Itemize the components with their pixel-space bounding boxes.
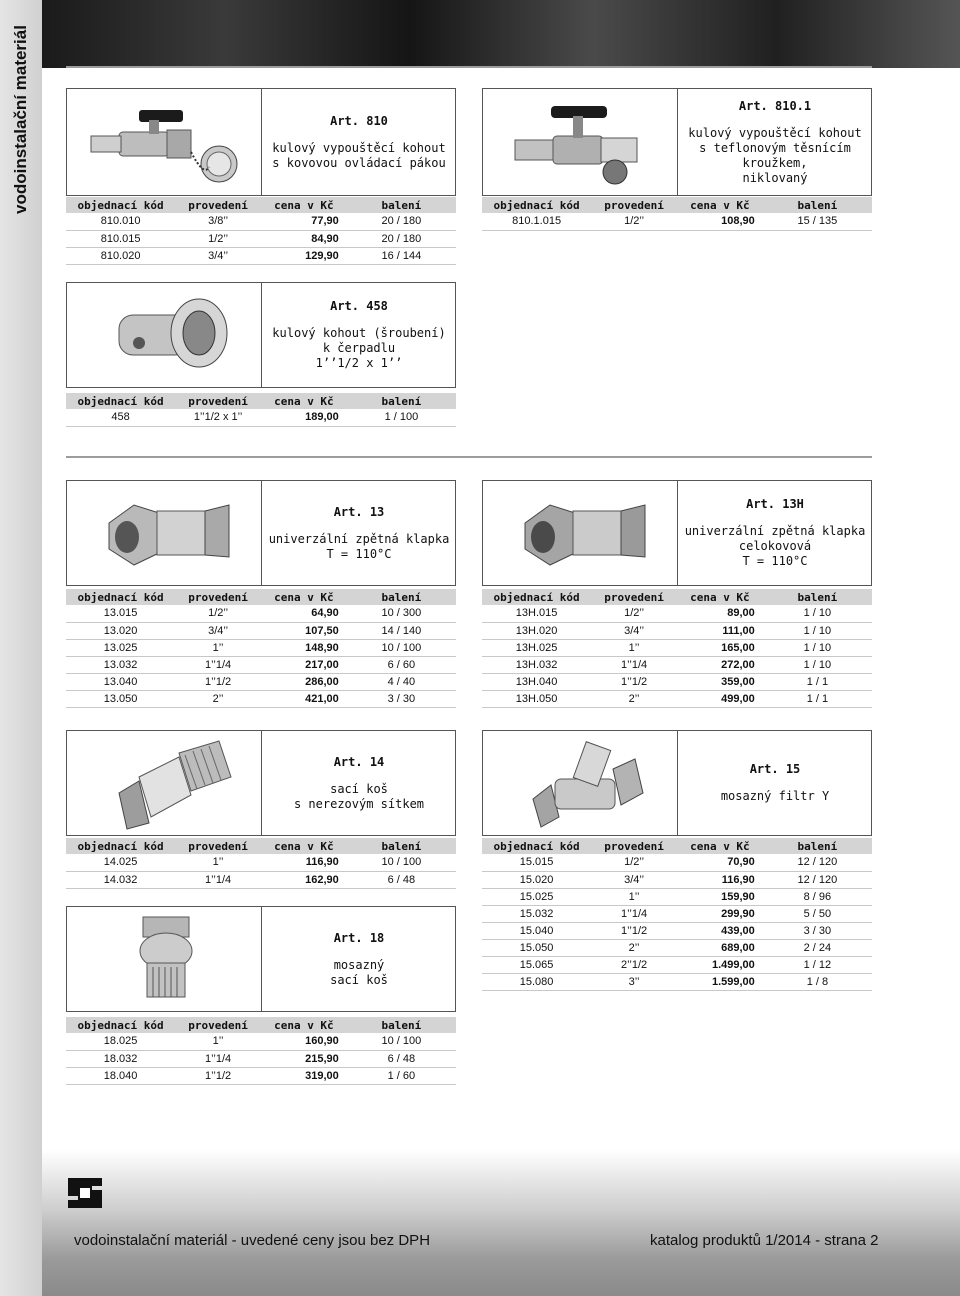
order-code-cell: 15.080: [482, 973, 591, 990]
table-row: [66, 622, 456, 639]
price-table-13: [66, 589, 456, 708]
price-cell: 286,00: [261, 673, 347, 690]
price-cell: 162,90: [261, 871, 347, 888]
table-row: [482, 854, 872, 871]
table-row: [66, 656, 456, 673]
product-info-13: [262, 481, 456, 585]
order-code-cell: 18.032: [66, 1050, 175, 1067]
packaging-cell: 1 / 8: [763, 973, 872, 990]
table-row: [482, 973, 872, 990]
product-card-810: [66, 88, 456, 196]
size-cell: 1’’1/4: [175, 871, 261, 888]
order-code-cell: 13H.032: [482, 656, 591, 673]
price-cell: 160,90: [261, 1033, 347, 1050]
product-desc-18: mosazný sací koš: [330, 957, 388, 987]
product-desc-14: sací koš s nerezovým sítkem: [293, 781, 425, 811]
column-header: balení: [763, 197, 872, 213]
price-table-810-1: [482, 197, 872, 231]
size-cell: 3/4’’: [591, 871, 677, 888]
order-code-cell: 18.040: [66, 1067, 175, 1084]
size-cell: 1’’: [175, 1033, 261, 1050]
size-cell: 1/2’’: [591, 605, 677, 622]
size-cell: 2’’: [175, 690, 261, 707]
order-code-cell: 13H.050: [482, 690, 591, 707]
product-card-458: [66, 282, 456, 388]
order-code-cell: 15.032: [482, 905, 591, 922]
table-row: [66, 871, 456, 888]
size-cell: 1’’: [175, 854, 261, 871]
product-image-13h: [483, 481, 677, 585]
column-header: cena v Kč: [261, 393, 347, 409]
column-header: objednací kód: [482, 589, 591, 605]
packaging-cell: 1 / 12: [763, 956, 872, 973]
product-desc-15: mosazný filtr Y: [720, 789, 830, 803]
column-header: balení: [763, 589, 872, 605]
price-cell: 1.599,00: [677, 973, 763, 990]
order-code-cell: 14.032: [66, 871, 175, 888]
column-header: objednací kód: [66, 197, 175, 213]
size-cell: 1’’: [175, 639, 261, 656]
price-cell: 359,00: [677, 673, 763, 690]
table-row: [482, 622, 872, 639]
column-header: provedení: [175, 197, 261, 213]
order-code-cell: 13.020: [66, 622, 175, 639]
order-code-cell: 13H.040: [482, 673, 591, 690]
product-info-18: [262, 907, 456, 1011]
price-cell: 116,90: [677, 871, 763, 888]
size-cell: 3/4’’: [175, 247, 261, 264]
order-code-cell: 18.025: [66, 1033, 175, 1050]
table-header-row: [66, 838, 456, 854]
product-info-13h: [678, 481, 872, 585]
product-card-15: [482, 730, 872, 836]
price-cell: 215,90: [261, 1050, 347, 1067]
size-cell: 1’’1/2: [175, 673, 261, 690]
price-cell: 319,00: [261, 1067, 347, 1084]
column-header: provedení: [175, 1017, 261, 1033]
table-row: [66, 247, 456, 264]
table-row: [66, 213, 456, 230]
order-code-cell: 13.032: [66, 656, 175, 673]
price-cell: 159,90: [677, 888, 763, 905]
divider-line-top: [66, 66, 872, 68]
packaging-cell: 1 / 10: [763, 605, 872, 622]
product-card-810-1: [482, 88, 872, 196]
sidebar-title: vodoinstalační materiál: [11, 25, 30, 215]
order-code-cell: 15.040: [482, 922, 591, 939]
column-header: objednací kód: [66, 838, 175, 854]
price-cell: 64,90: [261, 605, 347, 622]
product-info-458: [262, 283, 456, 387]
price-table-14: [66, 838, 456, 889]
company-logo: [62, 1174, 108, 1212]
price-cell: 77,90: [261, 213, 347, 230]
product-desc-13h: univerzální zpětná klapka celokovová T = 110°C: [684, 524, 866, 568]
column-header: balení: [347, 589, 456, 605]
product-art-13h: Art. 13H: [746, 497, 804, 511]
size-cell: 1’’1/4: [175, 656, 261, 673]
product-image-13: [67, 481, 261, 585]
footer-left: vodoinstalační materiál - uvedené ceny jsou bez DPH: [74, 1232, 431, 1249]
column-header: balení: [347, 838, 456, 854]
table-header-row: [66, 1017, 456, 1033]
packaging-cell: 10 / 100: [347, 639, 456, 656]
price-cell: 165,00: [677, 639, 763, 656]
column-header: cena v Kč: [261, 589, 347, 605]
table-header-row: [66, 197, 456, 213]
packaging-cell: 10 / 300: [347, 605, 456, 622]
price-cell: 84,90: [261, 230, 347, 247]
packaging-cell: 1 / 1: [763, 673, 872, 690]
column-header: objednací kód: [482, 197, 591, 213]
product-art-458: Art. 458: [330, 299, 388, 313]
size-cell: 1’’: [591, 888, 677, 905]
table-row: [66, 1067, 456, 1084]
footer-right: katalog produktů 1/2014 - strana 2: [650, 1232, 879, 1249]
price-table-15: [482, 838, 872, 991]
packaging-cell: 12 / 120: [763, 871, 872, 888]
product-art-18: Art. 18: [333, 930, 385, 945]
order-code-cell: 15.025: [482, 888, 591, 905]
price-cell: 299,90: [677, 905, 763, 922]
packaging-cell: 2 / 24: [763, 939, 872, 956]
size-cell: 2’’1/2: [591, 956, 677, 973]
column-header: provedení: [591, 589, 677, 605]
price-cell: 272,00: [677, 656, 763, 673]
packaging-cell: 1 / 60: [347, 1067, 456, 1084]
order-code-cell: 15.065: [482, 956, 591, 973]
column-header: cena v Kč: [677, 838, 763, 854]
size-cell: 1’’1/4: [591, 656, 677, 673]
packaging-cell: 1 / 100: [347, 409, 456, 426]
table-row: [482, 639, 872, 656]
product-info-810-1: [678, 89, 872, 195]
table-row: [482, 673, 872, 690]
product-info-14: [262, 731, 456, 835]
product-card-14: [66, 730, 456, 836]
table-header-row: [66, 393, 456, 409]
product-desc-810: kulový vypouštěcí kohout s kovovou ovládací pákou: [272, 140, 446, 170]
order-code-cell: 810.1.015: [482, 213, 591, 230]
price-cell: 107,50: [261, 622, 347, 639]
packaging-cell: 5 / 50: [763, 905, 872, 922]
packaging-cell: 20 / 180: [347, 213, 456, 230]
price-cell: 116,90: [261, 854, 347, 871]
packaging-cell: 1 / 10: [763, 622, 872, 639]
table-row: [482, 871, 872, 888]
product-info-15: [678, 731, 872, 835]
product-image-15: [483, 731, 677, 835]
column-header: provedení: [175, 393, 261, 409]
table-row: [66, 690, 456, 707]
size-cell: 3/8’’: [175, 213, 261, 230]
size-cell: 1/2’’: [175, 230, 261, 247]
order-code-cell: 810.010: [66, 213, 175, 230]
size-cell: 1’’1/4: [591, 905, 677, 922]
table-row: [66, 673, 456, 690]
product-image-810-1: [483, 89, 677, 195]
table-header-row: [482, 197, 872, 213]
packaging-cell: 1 / 10: [763, 639, 872, 656]
product-desc-13: univerzální zpětná klapka T = 110°C: [268, 531, 450, 561]
column-header: cena v Kč: [677, 589, 763, 605]
table-row: [66, 605, 456, 622]
packaging-cell: 10 / 100: [347, 1033, 456, 1050]
price-cell: 129,90: [261, 247, 347, 264]
table-header-row: [482, 838, 872, 854]
column-header: balení: [347, 393, 456, 409]
size-cell: 1/2’’: [591, 213, 677, 230]
price-table-810: [66, 197, 456, 265]
price-cell: 189,00: [261, 409, 347, 426]
header-background: [42, 0, 960, 68]
size-cell: 1’’1/2: [591, 673, 677, 690]
product-image-14: [67, 731, 261, 835]
price-cell: 108,90: [677, 213, 763, 230]
product-desc-810-1: kulový vypouštěcí kohout s teflonovým těsnícím kroužkem, niklovaný: [688, 125, 862, 185]
price-cell: 499,00: [677, 690, 763, 707]
packaging-cell: 16 / 144: [347, 247, 456, 264]
table-row: [482, 939, 872, 956]
size-cell: 3/4’’: [591, 622, 677, 639]
order-code-cell: 13.015: [66, 605, 175, 622]
table-row: [482, 956, 872, 973]
table-row: [482, 605, 872, 622]
order-code-cell: 13H.015: [482, 605, 591, 622]
order-code-cell: 13H.025: [482, 639, 591, 656]
size-cell: 3’’: [591, 973, 677, 990]
product-desc-458: kulový kohout (šroubení) k čerpadlu 1’’1/2 x 1’’: [272, 326, 446, 370]
product-card-13h: [482, 480, 872, 586]
product-art-810-1: Art. 810.1: [738, 98, 812, 113]
table-row: [482, 690, 872, 707]
product-card-18: [66, 906, 456, 1012]
table-row: [482, 922, 872, 939]
table-row: [66, 230, 456, 247]
table-row: [482, 888, 872, 905]
size-cell: 1’’: [591, 639, 677, 656]
packaging-cell: 6 / 48: [347, 1050, 456, 1067]
packaging-cell: 15 / 135: [763, 213, 872, 230]
column-header: objednací kód: [66, 589, 175, 605]
column-header: cena v Kč: [261, 1017, 347, 1033]
size-cell: 3/4’’: [175, 622, 261, 639]
table-row: [66, 1050, 456, 1067]
size-cell: 1’’1/4: [175, 1050, 261, 1067]
price-cell: 89,00: [677, 605, 763, 622]
product-art-15: Art. 15: [749, 762, 801, 776]
product-image-18: [67, 907, 261, 1011]
column-header: provedení: [591, 838, 677, 854]
order-code-cell: 13.025: [66, 639, 175, 656]
column-header: objednací kód: [66, 1017, 175, 1033]
order-code-cell: 13.040: [66, 673, 175, 690]
column-header: objednací kód: [482, 838, 591, 854]
footer-background: [42, 1150, 960, 1296]
price-cell: 689,00: [677, 939, 763, 956]
column-header: provedení: [175, 589, 261, 605]
packaging-cell: 6 / 48: [347, 871, 456, 888]
order-code-cell: 810.020: [66, 247, 175, 264]
column-header: cena v Kč: [677, 197, 763, 213]
size-cell: 1’’1/2: [175, 1067, 261, 1084]
packaging-cell: 1 / 1: [763, 690, 872, 707]
table-header-row: [66, 589, 456, 605]
column-header: provedení: [591, 197, 677, 213]
price-cell: 1.499,00: [677, 956, 763, 973]
order-code-cell: 15.020: [482, 871, 591, 888]
column-header: provedení: [175, 838, 261, 854]
column-header: cena v Kč: [261, 197, 347, 213]
product-art-810: Art. 810: [330, 113, 388, 128]
sidebar: [0, 0, 42, 1296]
product-art-14: Art. 14: [333, 754, 385, 769]
size-cell: 2’’: [591, 690, 677, 707]
column-header: objednací kód: [66, 393, 175, 409]
packaging-cell: 10 / 100: [347, 854, 456, 871]
order-code-cell: 458: [66, 409, 175, 426]
packaging-cell: 1 / 10: [763, 656, 872, 673]
table-header-row: [482, 589, 872, 605]
price-cell: 111,00: [677, 622, 763, 639]
order-code-cell: 15.050: [482, 939, 591, 956]
size-cell: 1/2’’: [591, 854, 677, 871]
table-row: [66, 409, 456, 426]
table-row: [482, 656, 872, 673]
table-row: [482, 905, 872, 922]
order-code-cell: 13.050: [66, 690, 175, 707]
column-header: balení: [347, 1017, 456, 1033]
divider-line-middle: [66, 456, 872, 458]
product-info-810: [262, 89, 456, 195]
packaging-cell: 3 / 30: [347, 690, 456, 707]
price-cell: 439,00: [677, 922, 763, 939]
packaging-cell: 12 / 120: [763, 854, 872, 871]
product-image-810: [67, 89, 261, 195]
table-row: [66, 854, 456, 871]
table-row: [66, 639, 456, 656]
packaging-cell: 14 / 140: [347, 622, 456, 639]
column-header: balení: [347, 197, 456, 213]
packaging-cell: 20 / 180: [347, 230, 456, 247]
price-table-13h: [482, 589, 872, 708]
order-code-cell: 15.015: [482, 854, 591, 871]
table-row: [66, 1033, 456, 1050]
product-card-13: [66, 480, 456, 586]
packaging-cell: 6 / 60: [347, 656, 456, 673]
size-cell: 1’’1/2: [591, 922, 677, 939]
packaging-cell: 4 / 40: [347, 673, 456, 690]
product-art-13: Art. 13: [333, 504, 385, 519]
packaging-cell: 8 / 96: [763, 888, 872, 905]
order-code-cell: 13H.020: [482, 622, 591, 639]
table-row: [482, 213, 872, 230]
price-cell: 70,90: [677, 854, 763, 871]
column-header: balení: [763, 838, 872, 854]
price-cell: 217,00: [261, 656, 347, 673]
size-cell: 2’’: [591, 939, 677, 956]
price-table-458: [66, 393, 456, 427]
price-cell: 148,90: [261, 639, 347, 656]
column-header: cena v Kč: [261, 838, 347, 854]
size-cell: 1/2’’: [175, 605, 261, 622]
order-code-cell: 810.015: [66, 230, 175, 247]
order-code-cell: 14.025: [66, 854, 175, 871]
packaging-cell: 3 / 30: [763, 922, 872, 939]
price-table-18: [66, 1017, 456, 1085]
product-image-458: [67, 283, 261, 387]
size-cell: 1’’1/2 x 1’’: [175, 409, 261, 426]
price-cell: 421,00: [261, 690, 347, 707]
